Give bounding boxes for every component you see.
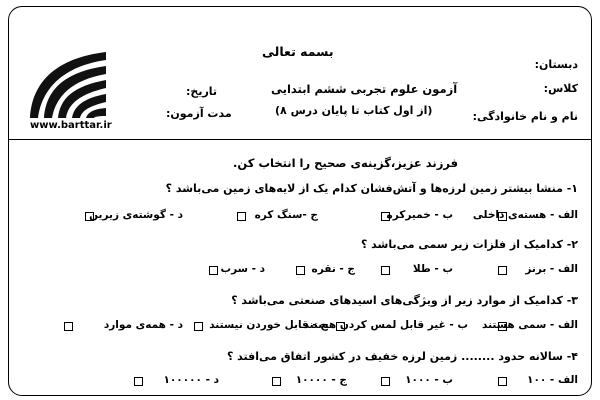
barttar-logo-icon [22, 48, 108, 122]
q2-option-a-label: الف - برنز [525, 263, 578, 275]
question-4-text: ۴- سالانه حدود ........ زمین لرزه خفیف در کشور اتفاق می‌افتد ؟ [226, 350, 578, 363]
q2-option-a-checkbox[interactable] [498, 266, 507, 275]
student-name-label: نام و نام خانوادگی: [472, 110, 578, 123]
q3-option-c-checkbox[interactable] [194, 322, 203, 331]
class-label: کلاس: [543, 82, 578, 95]
instruction-text: فرزند عزیز،گزینه‌ی صحیح را انتخاب کن. [233, 156, 458, 170]
q1-option-c-label: ج -سنگ کره [254, 209, 318, 221]
q3-option-b-label: ب - غیر قابل لمس کردن هستند [303, 319, 468, 331]
q3-option-c-label: ج - قابل خوردن نیستند [209, 319, 328, 331]
q1-option-a-label: الف - هسته‌ی داخلی [472, 209, 578, 221]
header-divider [9, 139, 591, 140]
q3-option-d-label: د - همه‌ی موارد [103, 319, 183, 331]
q2-option-c-label: ج - نقره [311, 263, 355, 275]
q2-option-c-checkbox[interactable] [296, 266, 305, 275]
q3-option-a-label: الف - سمی هستند [482, 319, 578, 331]
page-title: بسمه تعالی [262, 44, 334, 59]
q4-option-c-label: ج - ۱۰۰۰۰ [295, 374, 347, 386]
q2-option-b-label: ب - طلا [412, 263, 453, 275]
q2-option-b-checkbox[interactable] [381, 266, 390, 275]
school-label: دبستان: [534, 58, 578, 71]
website-url: www.barttar.ir [30, 120, 112, 131]
q4-option-a-label: الف - ۱۰۰ [527, 374, 578, 386]
q4-option-d-label: د - ۱۰۰۰۰۰ [163, 374, 219, 386]
duration-label: مدت آزمون: [166, 107, 232, 120]
date-label: تاریخ: [186, 85, 218, 98]
exam-range: (از اول کتاب تا پایان درس ۸) [275, 104, 433, 117]
q1-option-b-label: ب - خمیرکره [386, 209, 453, 221]
question-2-text: ۲- کدامیک از فلزات زیر سمی می‌باشد ؟ [360, 238, 578, 251]
q2-option-d-checkbox[interactable] [209, 266, 218, 275]
q1-option-d-label: د - گوشته‌ی زیرین [89, 209, 183, 221]
q4-option-c-checkbox[interactable] [272, 377, 281, 386]
q4-option-b-checkbox[interactable] [381, 377, 390, 386]
question-1-text: ۱- منشا بیشتر زمین لرزه‌ها و آتش‌فشان کدام یک از لایه‌های زمین می‌باشد ؟ [165, 182, 578, 195]
q4-option-d-checkbox[interactable] [134, 377, 143, 386]
q4-option-a-checkbox[interactable] [498, 377, 507, 386]
question-3-text: ۳- کدامیک از موارد زیر از ویژگی‌های اسیدهای صنعتی می‌باشد ؟ [231, 294, 578, 307]
q1-option-c-checkbox[interactable] [237, 212, 246, 221]
q3-option-d-checkbox[interactable] [64, 322, 73, 331]
q2-option-d-label: د - سرب [220, 263, 265, 275]
q4-option-b-label: ب - ۱۰۰۰ [405, 374, 453, 386]
exam-title: آزمون علوم تجربی ششم ابتدایی [271, 82, 458, 96]
